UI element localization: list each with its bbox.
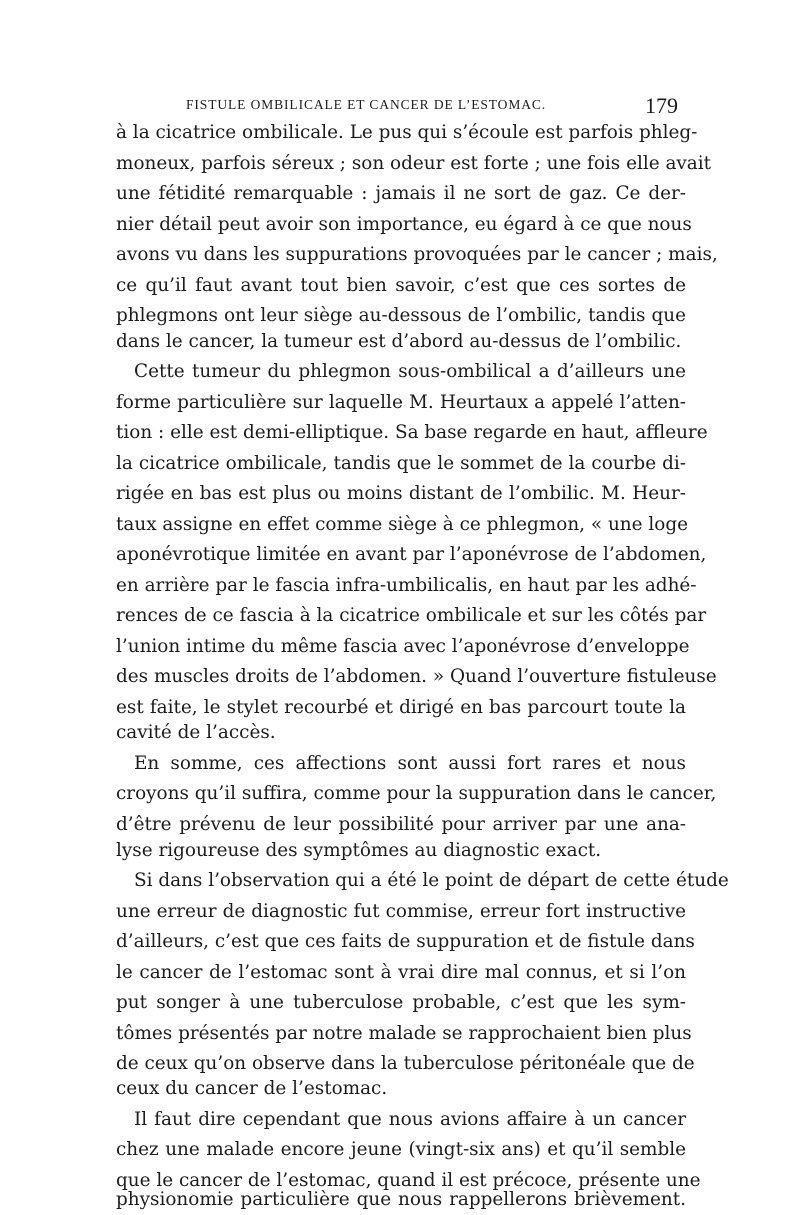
text-line: physionomie particulière que nous rappellerons brièvement. [116, 1189, 686, 1210]
text-line: des muscles droits de l’abdomen. » Quand l’ouverture fistuleuse [116, 666, 717, 687]
text-line: la cicatrice ombilicale, tandis que le sommet de la courbe di- [116, 453, 686, 474]
text-line: tion : elle est demi-elliptique. Sa base regarde en haut, affleure [116, 422, 708, 443]
text-line: put songer à une tuberculose probable, c’est que les sym- [116, 992, 686, 1013]
text-line: que le cancer de l’estomac, quand il est précoce, présente une [116, 1170, 701, 1191]
text-line: une erreur de diagnostic fut commise, erreur fort instructive [116, 901, 686, 922]
text-line: croyons qu’il suffira, comme pour la suppuration dans le cancer, [116, 783, 717, 804]
text-line: tômes présentés par notre malade se rapprochaient bien plus [116, 1023, 692, 1044]
text-line: est faite, le stylet recourbé et dirigé en bas parcourt toute la [116, 697, 686, 718]
text-line: rigée en bas est plus ou moins distant de l’ombilic. M. Heur- [116, 483, 686, 504]
text-line: rences de ce fascia à la cicatrice ombilicale et sur les côtés par [116, 605, 707, 626]
text-line: En somme, ces affections sont aussi fort rares et nous [134, 753, 686, 774]
text-line: cavité de l’accès. [116, 722, 276, 743]
text-line: avons vu dans les suppurations provoquées par le cancer ; mais, [116, 244, 718, 265]
text-line: chez une malade encore jeune (vingt-six ans) et qu’il semble [116, 1139, 686, 1160]
text-line: l’union intime du même fascia avec l’aponévrose d’enveloppe [116, 636, 690, 657]
text-line: nier détail peut avoir son importance, eu égard à ce que nous [116, 214, 692, 235]
text-line: phlegmons ont leur siège au-dessous de l’ombilic, tandis que [116, 305, 686, 326]
text-line: ce qu’il faut avant tout bien savoir, c’est que ces sortes de [116, 275, 686, 296]
text-line: lyse rigoureuse des symptômes au diagnostic exact. [116, 840, 602, 861]
text-line: une fétidité remarquable : jamais il ne sort de gaz. Ce der- [116, 183, 686, 204]
text-line: moneux, parfois séreux ; son odeur est forte ; une fois elle avait [116, 153, 712, 174]
text-line: à la cicatrice ombilicale. Le pus qui s’écoule est parfois phleg- [116, 122, 698, 143]
text-line: d’être prévenu de leur possibilité pour arriver par une ana- [116, 814, 686, 835]
text-line: en arrière par le fascia infra-umbilicalis, en haut par les adhé- [116, 575, 697, 596]
text-line: de ceux qu’on observe dans la tuberculose péritonéale que de [116, 1053, 695, 1074]
text-line: taux assigne en effet comme siège à ce phlegmon, « une loge [116, 514, 688, 535]
page-number: 179 [645, 93, 678, 118]
text-line: Il faut dire cependant que nous avions affaire à un cancer [134, 1109, 686, 1130]
running-title: FISTULE OMBILICALE ET CANCER DE L’ESTOMAC. [186, 97, 547, 112]
text-line: forme particulière sur laquelle M. Heurtaux a appelé l’atten- [116, 392, 686, 413]
text-line: Cette tumeur du phlegmon sous-ombilical a d’ailleurs une [134, 361, 686, 382]
text-line: dans le cancer, la tumeur est d’abord au-dessus de l’ombilic. [116, 331, 682, 352]
text-line: le cancer de l’estomac sont à vrai dire mal connus, et si l’on [116, 962, 686, 983]
text-line: Si dans l’observation qui a été le point de départ de cette étude [134, 870, 729, 891]
text-line: ceux du cancer de l’estomac. [116, 1078, 388, 1099]
text-line: aponévrotique limitée en avant par l’aponévrose de l’abdomen, [116, 544, 707, 565]
text-line: d’ailleurs, c’est que ces faits de suppuration et de fistule dans [116, 931, 695, 952]
